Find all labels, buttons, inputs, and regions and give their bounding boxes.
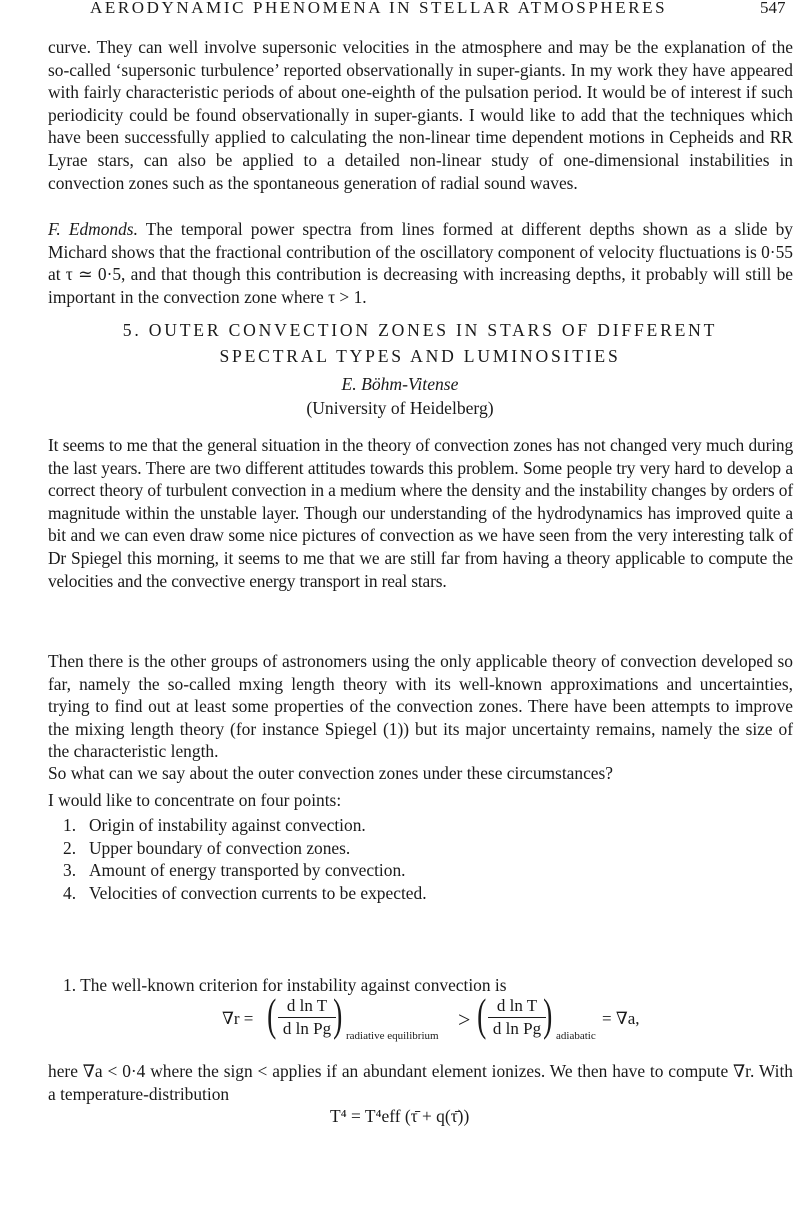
section-paragraph-4 — [48, 789, 793, 812]
points-list — [63, 814, 427, 904]
section-heading-line-1: 5. OUTER CONVECTION ZONES IN STARS OF DIFFERENT — [122, 320, 718, 340]
subscript-radiative: radiative equilibrium — [346, 1030, 439, 1042]
section-text-2: Then there is the other groups of astronomers using the only applicable theory of convection developed so far, namely the so-called mxing length theory with its well-known approximations and uncertainties, trying to find out at least some properties of the convection zones. There have been attempts to improve the mixing length theory (for instance Spiegel (1)) but its major uncertainty remains, namely the size of the characteristic length. — [48, 651, 793, 762]
author-name: E. Böhm-Vitense — [341, 374, 459, 394]
section-paragraph-1 — [48, 434, 793, 592]
list-item: 4. Velocities of convection currents to be expected. — [63, 882, 427, 903]
author-affiliation: (University of Heidelberg) — [306, 398, 494, 418]
greater-than: > — [458, 1007, 471, 1032]
section-heading-line-2: SPECTRAL TYPES AND LUMINOSITIES — [219, 346, 621, 366]
section-paragraph-3 — [48, 762, 793, 785]
list-item: 2. Upper boundary of convection zones. — [63, 837, 351, 858]
subscript-adiabatic: adiabatic — [556, 1030, 596, 1042]
section-text-3: So what can we say about the outer convection zones under these circumstances? — [48, 763, 613, 783]
section-heading — [40, 317, 800, 369]
discussion-text-1: curve. They can well involve supersonic velocities in the atmosphere and may be the explanation of the so-called ‘supersonic turbulence’ reported observationally in super-giants. In my work they have appeared with fairly characteristic periods of about one-eighth of the pulsation period. It would be of interest if such periodicity could be found observationally in super-giants. I would like to add that the techniques which have been successfully applied to calculating the non-linear time dependent motions in Cepheids and RR Lyrae stars, can also be applied to a detailed non-linear study of one-dimensional instabilities in convection zones such as the spontaneous generation of radial sound waves. — [48, 37, 793, 193]
section-text-4: I would like to concentrate on four points: — [48, 790, 342, 810]
section-paragraph-2 — [48, 650, 793, 763]
page-number: 547 — [760, 0, 786, 17]
fraction-adiabatic: d ln T d ln Pg — [488, 996, 546, 1039]
section-text-1: It seems to me that the general situation in the theory of convection zones has not changed very much during the last years. There are two different attitudes towards this problem. Some people try very hard to develop a correct theory of turbulent convection in a medium where the density and the instability changes by orders of magnitude within the unstable layer. Though our understanding of the hydrodynamics has improved quite a bit and we can even draw some nice pictures of convection as we have seen from the very interesting talk of Dr Spiegel this morning, it seems to me that we are still far from having a theory applicable to compute the velocities and the convective energy transport in real stars. — [48, 435, 793, 591]
after-equation-paragraph — [48, 1060, 793, 1105]
equation-lhs: ∇r = — [222, 1009, 254, 1028]
fraction-radiative: d ln T d ln Pg — [278, 996, 336, 1039]
discussion-text-2: The temporal power spectra from lines formed at different depths shown as a slide by Michard shows that the fractional contribution of the oscillatory component of velocity fluctuations is 0·55 at τ ≃ 0·5, and that though this contribution is decreasing with increasing depths, it probably will still be important in the convection zone where τ > 1. — [48, 219, 793, 307]
speaker-name: F. Edmonds. — [48, 219, 138, 239]
criterion-intro: 1. The well-known criterion for instability against convection is — [63, 975, 507, 995]
running-head — [0, 0, 800, 20]
after-equation-text: here ∇a < 0·4 where the sign < applies if an abundant element ionizes. We then have to compute ∇r. With a temperature-distribution — [48, 1061, 793, 1104]
discussion-paragraph-2 — [48, 218, 793, 308]
list-item: 1. Origin of instability against convection. — [63, 815, 366, 835]
equation-rhs: = ∇a, — [602, 1009, 640, 1028]
temperature-equation: T⁴ = T⁴eff (τ̄ + q(τ̄)) — [330, 1106, 470, 1126]
list-item: 3. Amount of energy transported by convection. — [63, 860, 406, 881]
running-head-title: AERODYNAMIC PHENOMENA IN STELLAR ATMOSPHERES — [90, 0, 668, 17]
discussion-paragraph-1 — [48, 36, 793, 194]
instability-equation: ∇r = ( d ln T d ln Pg ) radiative equilibrium > ( d ln T d ln Pg ) adiabatic = ∇a, — [222, 989, 640, 1042]
